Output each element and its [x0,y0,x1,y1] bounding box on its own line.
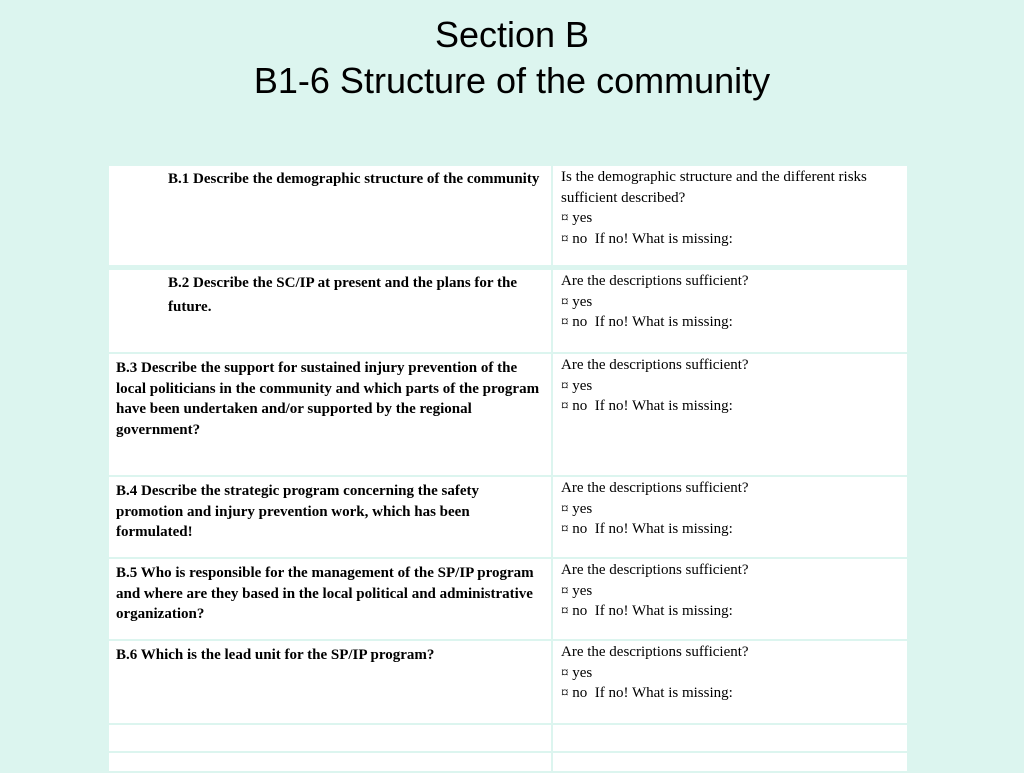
table-row-empty [109,753,907,773]
option-yes: ¤ yes [561,210,593,226]
answer-cell [553,477,907,557]
review-table [109,166,907,773]
answer-cell [553,559,907,639]
option-no: ¤ no If no! What is missing: [561,398,733,414]
answer-prompt: Are the descriptions sufficient? [561,562,749,578]
question-cell: B.1 Describe the demographic structure of the community [109,166,553,265]
answer-cell [553,641,907,723]
option-no: ¤ no If no! What is missing: [561,685,733,701]
empty-cell [109,753,553,771]
answer-prompt: Are the descriptions sufficient? [561,273,749,289]
table-row-b6 [109,641,907,725]
option-yes: ¤ yes [561,582,593,599]
table-row-b1 [109,166,907,270]
table-row-b5 [109,559,907,641]
answer-cell [553,166,907,265]
option-yes: ¤ yes [561,664,593,681]
answer-prompt: Are the descriptions sufficient? [561,644,749,660]
table-row-b3 [109,354,907,477]
question-cell: B.6 Which is the lead unit for the SP/IP program? [109,641,553,723]
title-line-1: Section B [434,14,590,55]
answer-cell [553,354,907,475]
option-yes: ¤ yes [561,293,593,310]
answer-prompt: Is the demographic structure and the different risks sufficient described? [561,169,871,206]
option-no: ¤ no If no! What is missing: [561,230,733,247]
table-row-b4 [109,477,907,559]
option-yes: ¤ yes [561,500,593,517]
page-title [0,12,1024,104]
question-cell: B.2 Describe the SC/IP at present and the plans for the future. [109,270,553,352]
option-no: ¤ no If no! What is missing: [561,314,733,330]
answer-prompt: Are the descriptions sufficient? [561,480,749,496]
table-row-empty [109,725,907,753]
empty-cell [109,725,553,751]
empty-cell [553,725,907,751]
option-no: ¤ no If no! What is missing: [561,603,733,619]
option-yes: ¤ yes [561,377,593,394]
question-cell: B.5 Who is responsible for the management of the SP/IP program and where are they based in the local political and administrative organization? [109,559,553,639]
question-cell: B.4 Describe the strategic program concerning the safety promotion and injury prevention work, which has been formulated! [109,477,553,557]
answer-cell [553,270,907,352]
title-line-2: B1-6 Structure of the community [253,60,771,101]
answer-prompt: Are the descriptions sufficient? [561,357,749,373]
empty-cell [553,753,907,771]
question-cell: B.3 Describe the support for sustained injury prevention of the local politicians in the community and which parts of the program have been undertaken and/or supported by the regional government? [109,354,553,475]
table-row-b2 [109,270,907,354]
option-no: ¤ no If no! What is missing: [561,521,733,537]
